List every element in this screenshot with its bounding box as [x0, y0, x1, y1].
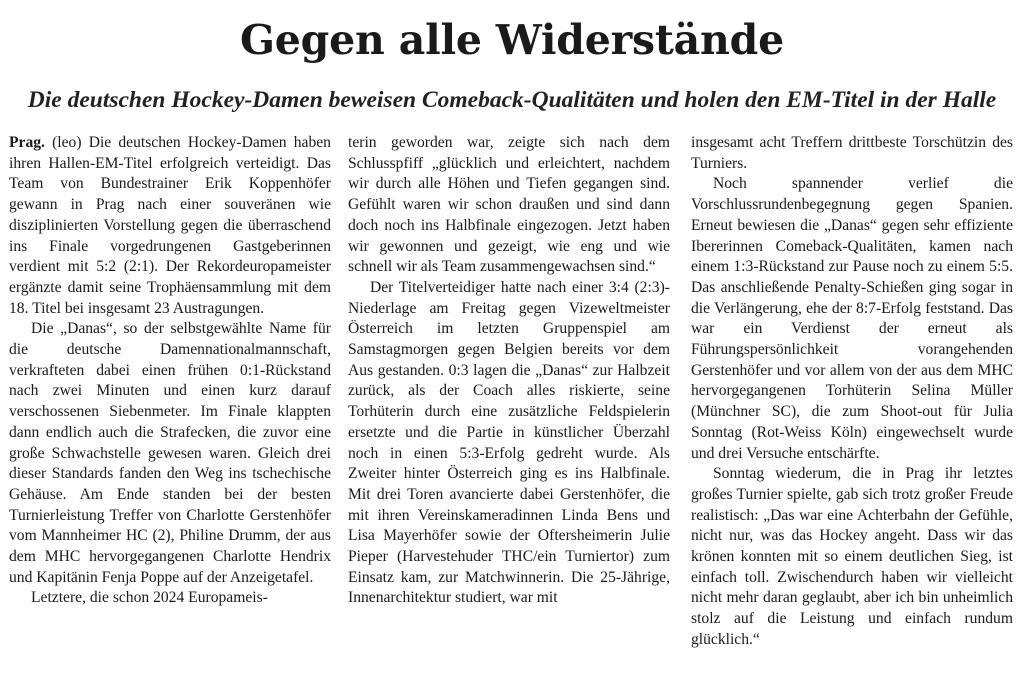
paragraph: Der Titelverteidiger hatte nach einer 3:4 (2:3)-Niederlage am Freitag gegen Vizeweltmeister Österreich im letzten Gruppenspiel am Samstagmorgen gegen Belgien bereits vor dem Aus gestanden. 0:3 lagen die „Danas“ zur Halbzeit zurück, als der Coach alles riskierte, seine Torhüterin durch eine zusätzliche Feldspielerin ersetzte und die Partie in künstlicher Überzahl noch in einen 5:3-Erfolg gedreht wurde. Als Zweiter hinter Österreich ging es ins Halbfinale. Mit drei Toren avancierte dabei Gerstenhöfer, die mit ihren Vereinskameradinnen Linda Bens und Lisa Mayerhöfer sowie der Oftersheimerin Julie Pieper (Harvestehuder THC/ein Turniertor) zum Einsatz kam, zur Matchwinnerin. Die 25-Jährige, Innenarchitektur studiert, war mit: [348, 278, 670, 607]
article-column-2: [348, 133, 670, 609]
paragraph: Die „Danas“, so der selbstgewählte Name für die deutsche Damennationalmannschaft, verkrafteten dabei einen frühen 0:1-Rückstand nach zwei Minuten und einen kurz darauf verschossenen Siebenmeter. Im Finale klappten dann endlich auch die Strafecken, die zuvor eine große Schwachstelle gewesen waren. Gleich drei dieser Standards fanden den Weg ins tschechische Gehäuse. Am Ende standen bei der besten Turnierleistung Treffer von Charlotte Gerstenhöfer vom Mannheimer HC (2), Philine Drumm, der aus dem MHC hervorgegangenen Charlotte Hendrix und Kapitänin Fenja Poppe auf der Anzeigetafel.: [9, 320, 331, 586]
paragraph: Noch spannender verlief die Vorschlussrundenbegegnung gegen Spanien. Erneut bewiesen die „Danas“ gegen sehr effiziente Ibererinnen Comeback-Qualitäten, kamen nach einem 1:3-Rückstand zur Pause noch zu einem 5:5. Das anschließende Penalty-Schießen ging sogar in die Verlängerung, ehe der 8:7-Erfolg feststand. Das war ein Verdienst der erneut als Führungspersönlichkeit vorangehenden Gerstenhöfer und vor allem von der aus dem MHC hervorgegangenen Torhüterin Selina Müller (Münchner SC), die zum Shoot-out für Julia Sonntag (Rot-Weiss Köln) eingewechselt wurde und drei Versuche entschärfte.: [691, 175, 1013, 462]
paragraph: insgesamt acht Treffern drittbeste Torschützin des Turniers.: [691, 134, 1013, 172]
headline: Gegen alle Widerstände: [239, 16, 784, 64]
article-column-3: [691, 133, 1013, 651]
paragraph: [9, 133, 331, 319]
subheadline: Die deutschen Hockey-Damen beweisen Comeback-Qualitäten und holen den EM-Titel in der Halle: [27, 87, 997, 113]
article-column-1: [9, 133, 331, 609]
paragraph: terin geworden war, zeigte sich nach dem Schlusspfiff „glücklich und erleichtert, nachdem wir durch alle Höhen und Tiefen gegangen sind. Gefühlt waren wir schon draußen und sind dann doch noch ins Halbfinale eingezogen. Jetzt haben wir gewonnen und gezeigt, wie eng und wie schnell wir als Team zusammengewachsen sind.“: [348, 134, 670, 276]
paragraph-text: (leo) Die deutschen Hockey-Damen haben ihren Hallen-EM-Titel erfolgreich verteidigt. Das Team von Bundestrainer Erik Koppenhöfer gewann in Prag nach einer souveränen wie disziplinierten Vorstellung gegen die überraschend ins Finale vorgedrungenen Gastgeberinnen verdient mit 5:2 (2:1). Der Rekordeuropameister ergänzte damit seine Trophäensammlung mit dem 18. Titel bei insgesamt 23 Austragungen.: [9, 134, 331, 317]
paragraph: Letztere, die schon 2024 Europameis-: [31, 589, 268, 607]
dateline: Prag.: [9, 134, 45, 151]
paragraph: Sonntag wiederum, die in Prag ihr letztes großes Turnier spielte, gab sich trotz großer Freude realistisch: „Das war eine Achterbahn der Gefühle, nicht nur, was das Hockey angeht. Dass wir das krönen konnten mit so einem deutlichen Sieg, ist einfach toll. Zwischendurch haben wir vielleicht nicht mehr daran geglaubt, aber ich bin unheimlich stolz auf die Leistung und einfach rundum glücklich.“: [691, 465, 1013, 648]
